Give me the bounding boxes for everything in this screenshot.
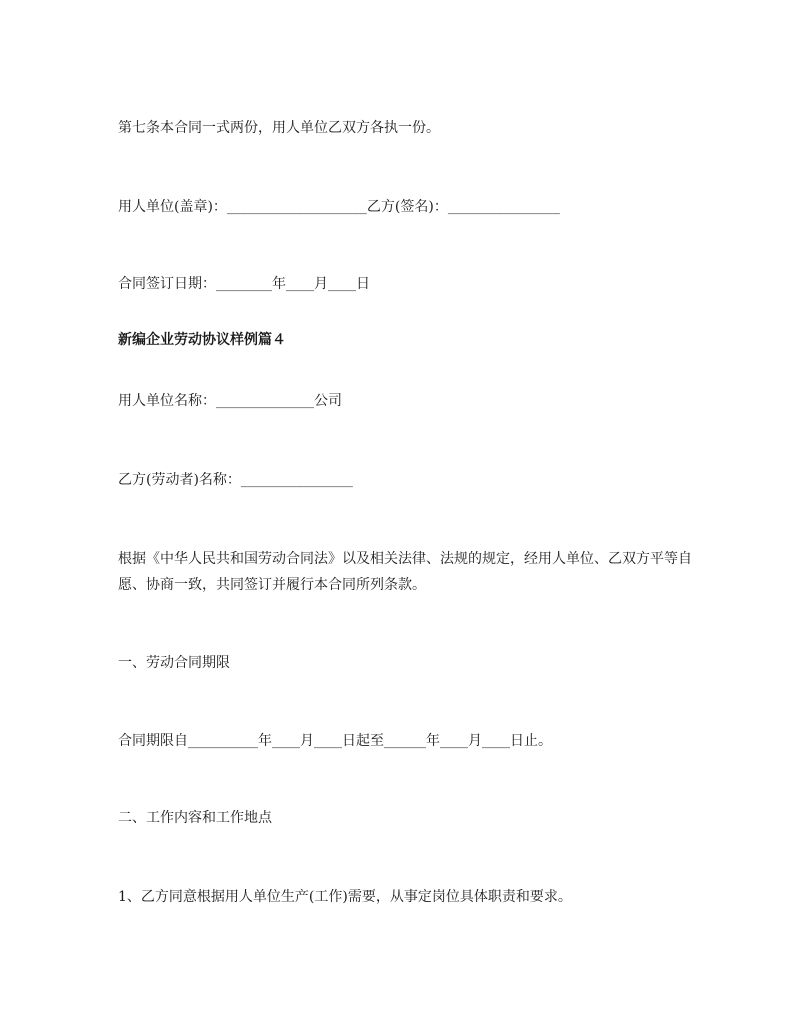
signing-date-line: 合同签订日期：________年____月____日 <box>118 276 370 292</box>
heading-contract-term: 一、劳动合同期限 <box>118 655 230 671</box>
work-content-item-1: 1、乙方同意根据用人单位生产(工作)需要，从事定岗位具体职责和要求。 <box>118 889 572 905</box>
contract-term-line: 合同期限自__________年____月____日起至______年____月____日止。 <box>118 733 552 749</box>
employer-name-line: 用人单位名称：______________公司 <box>118 393 342 409</box>
section-heading: 新编企业劳动协议样例篇４ <box>118 332 286 348</box>
heading-work-content: 二、工作内容和工作地点 <box>118 810 272 826</box>
clause-seven-copies: 第七条本合同一式两份，用人单位乙双方各执一份。 <box>118 120 440 136</box>
signature-line: 用人单位(盖章)：____________________乙方(签名)：________________ <box>118 199 560 215</box>
employee-name-line: 乙方(劳动者)名称：________________ <box>118 472 353 488</box>
preamble-paragraph: 根据《中华人民共和国劳动合同法》以及相关法律、法规的规定，经用人单位、乙双方平等自愿、协商一致，共同签订并履行本合同所列条款。 <box>118 551 692 593</box>
